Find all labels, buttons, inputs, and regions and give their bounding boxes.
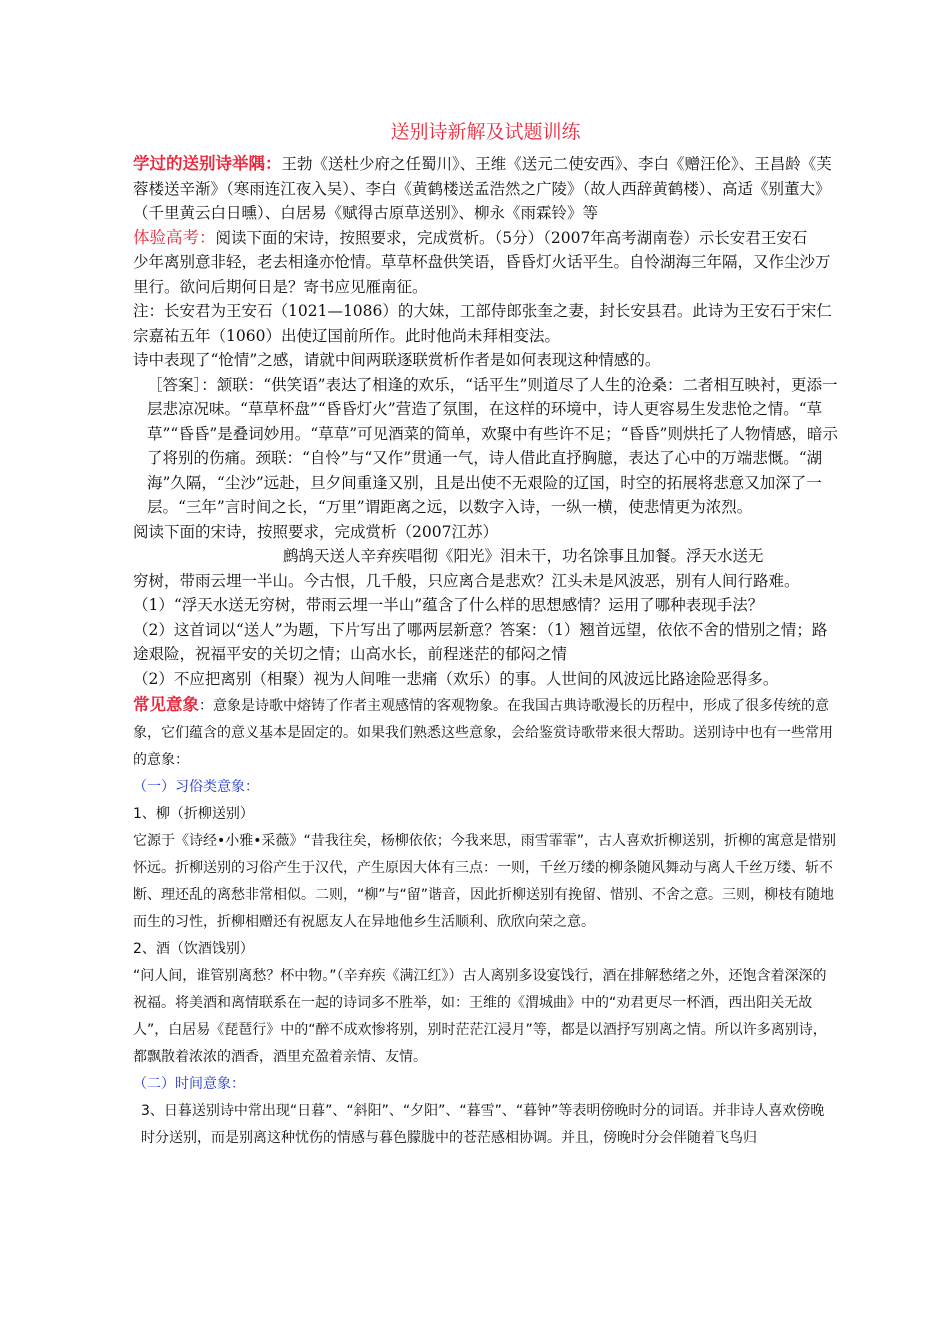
exam2-question-1: （1）“浮天水送无穷树，带雨云埋一半山”蕴含了什么样的思想感情？运用了哪种表现手法？: [133, 596, 764, 614]
imagery-label: 常见意象: [133, 695, 199, 714]
learned-poems-label: 学过的送别诗举隅：: [133, 154, 282, 173]
section-customs-heading: （一）习俗类意象：: [133, 779, 259, 795]
item-willow-title: 1、柳（折柳送别）: [133, 806, 254, 822]
learned-poems-paragraph: [133, 152, 838, 226]
exam-intro-paragraph: [133, 226, 838, 251]
item-wine-title: 2、酒（饮酒饯别）: [133, 941, 254, 957]
document-title: 送别诗新解及试题训练: [390, 121, 581, 143]
exam2-poem-rest: 穷树，带雨云埋一半山。今古恨，几千般，只应离合是悲欢？江头未是风波恶，别有人间行路难。: [133, 571, 800, 590]
exam-poem: 少年离别意非轻，老去相逢亦怆情。草草杯盘供笑语，昏昏灯火话平生。自怜湖海三年隔，又作尘沙万里行。欲问后期何日是？寄书应见雁南征。: [133, 253, 831, 296]
exam-note: 注：长安君为王安石（1021—1086）的大妹，工部侍郎张奎之妻，封长安县君。此诗为王安石于宋仁宗嘉祐五年（1060）出使辽国前所作。此时他尚未拜相变法。: [133, 302, 832, 345]
learned-poems-text: 王勃《送杜少府之任蜀川》、王维《送元二使安西》、李白《赠汪伦》、王昌龄《芙蓉楼送辛渐》（寒雨连江夜入吴）、李白《黄鹤楼送孟浩然之广陵》（故人西辞黄鹤楼）、高适《别董大》（千里黄云白日曛）、白居易《赋得古原草送别》、柳永《雨霖铃》等: [133, 155, 832, 222]
item-willow-text: 它源于《诗经•小雅•采薇》“昔我往矣，杨柳依依；今我来思，雨雪霏霏”，古人喜欢折柳送别，折柳的寓意是惜别怀远。折柳送别的习俗产生于汉代，产生原因大体有三点：一则，千丝万缕的柳条随风舞动与离人千丝万缕、斩不断、理还乱的离愁非常相似。二则，“柳”与“留”谐音，因此折柳送别有挽留、惜别、不舍之意。三则，柳枝有随地而生的习性，折柳相赠还有祝愿友人在异地他乡生活顺利、欣欣向荣之意。: [133, 833, 837, 930]
exam-intro: 阅读下面的宋诗，按照要求，完成赏析。（5分）（2007年高考湖南卷）示长安君王安石: [215, 228, 808, 247]
imagery-text: ：意象是诗歌中熔铸了作者主观感情的客观物象。在我国古典诗歌漫长的历程中，形成了很多传统的意象，它们蕴含的意义基本是固定的。如果我们熟悉这些意象，会给鉴赏诗歌带来很大帮助。送别诗中也有一些常用的意象：: [133, 698, 833, 768]
imagery-paragraph: [133, 691, 838, 774]
exam2-answer-2: （2）不应把离别（相聚）视为人间唯一悲痛（欢乐）的事。人世间的风波远比路途险恶得多。: [133, 669, 779, 688]
exam-answer: ［答案］：颔联：“供笑语”表达了相逢的欢乐，“话平生”则道尽了人生的沧桑：二者相互映衬，更添一层悲凉况味。“草草杯盘”“昏昏灯火”营造了氛围，在这样的环境中，诗人更容易生发悲怆之情。“草草”“昏昏”是叠词妙用。“草草”可见酒菜的简单，欢聚中有些许不足；“昏昏”则烘托了人物情感，暗示了将别的伤痛。颈联：“自怜”与“又作”贯通一气，诗人借此直抒胸臆，表达了心中的万端悲慨。“湖海”久隔，“尘沙”远赴，旦夕间重逢又别，且是出使不无艰险的辽国，时空的拓展将悲意又加深了一层。“三年”言时间之长，“万里”谓距离之远，以数字入诗，一纵一横，使悲情更为浓烈。: [147, 375, 838, 516]
exam-label: 体验高考：: [133, 227, 216, 247]
exam2-intro: 阅读下面的宋诗，按照要求，完成赏析（2007江苏）: [133, 522, 498, 541]
item-wine-text: “问人间，谁管别离愁？杯中物。”（辛弃疾《满江红》）古人离别多设宴饯行，酒在排解愁绪之外，还饱含着深深的祝福。将美酒和离情联系在一起的诗词多不胜举，如：王维的《渭城曲》中的“劝君更尽一杯酒，西出阳关无故人”，白居易《琵琶行》中的“醉不成欢惨将别，别时茫茫江浸月”等，都是以酒抒写别离之情。所以许多离别诗，都飘散着浓浓的酒香，酒里充盈着亲情、友情。: [133, 968, 827, 1065]
item-dusk-text: 3、日暮送别诗中常出现“日暮”、“斜阳”、“夕阳”、“暮雪”、“暮钟”等表明傍晚时分的词语。并非诗人喜欢傍晚时分送别，而是别离这种忧伤的情感与暮色朦胧中的苍茫感相协调。并且，傍晚时分会伴随着飞鸟归: [141, 1103, 825, 1146]
section-time-heading: （二）时间意象：: [133, 1076, 245, 1092]
exam-question: 诗中表现了“怆情”之感，请就中间两联逐联赏析作者是如何表现这种情感的。: [133, 351, 661, 369]
exam2-question-2: （2）这首词以“送人”为题，下片写出了哪两层新意？答案：（1）翘首远望，依依不舍的惜别之情；路途艰险，祝福平安的关切之情；山高水长，前程迷茫的郁闷之情: [133, 620, 828, 663]
exam2-poem-first: 鹧鸪天送人辛弃疾唱彻《阳光》泪未干，功名馀事且加餐。浮天水送无: [283, 547, 764, 565]
